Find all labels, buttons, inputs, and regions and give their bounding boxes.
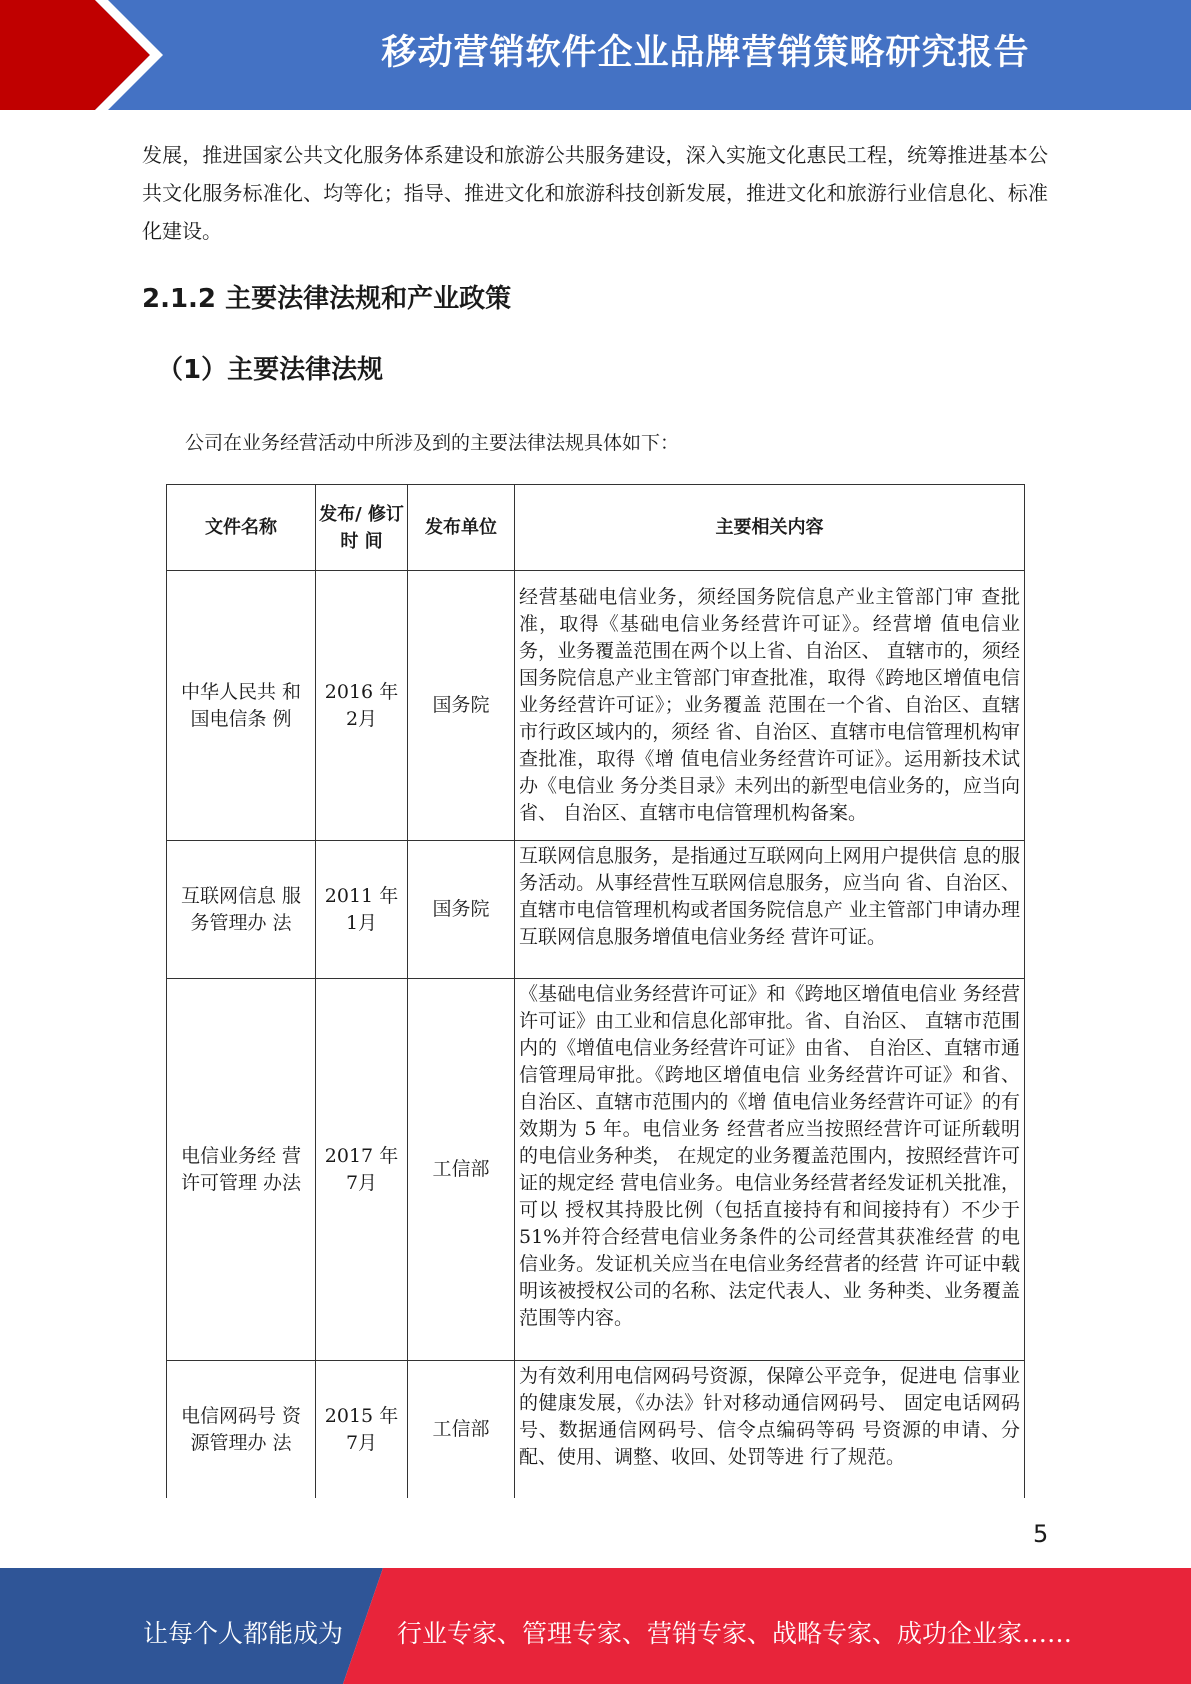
cell-date: 2017 年 7月 [316,979,408,1361]
cell-date: 2011 年 1月 [316,841,408,979]
page-header [0,0,1191,110]
page-number: 5 [1033,1520,1049,1548]
header-issuer: 发布单位 [408,485,515,571]
subsection-heading: （1）主要法律法规 [157,355,384,385]
footer-left-text: 让每个人都能成为 [143,1619,344,1648]
cell-date: 2016 年 2月 [316,571,408,841]
table-row [167,841,1025,979]
cell-name: 中华人民共 和国电信条 例 [167,571,316,841]
cell-issuer: 国务院 [408,841,515,979]
header-content: 主要相关内容 [515,485,1025,571]
header-file-name: 文件名称 [167,485,316,571]
regulations-table [166,484,1025,1498]
section-heading: 2.1.2 主要法律法规和产业政策 [142,284,512,314]
footer-right-text: 行业专家、管理专家、营销专家、战略专家、成功企业家…… [397,1619,1073,1648]
cell-name: 互联网信息 服务管理办 法 [167,841,316,979]
report-title: 移动营销软件企业品牌营销策略研究报告 [381,33,1030,73]
cell-name: 电信业务经 营许可管理 办法 [167,979,316,1361]
page-footer [0,1568,1191,1684]
cell-content: 经营基础电信业务，须经国务院信息产业主管部门审 查批准，取得《基础电信业务经营许可证》。经营增 值电信业务，业务覆盖范围在两个以上省、自治区、 直辖市的，须经国务院信息产业主管部门审查批准，取得《跨地区增值电信业务经营许可证》；业务覆盖 范围在一个省、自治区、直辖市行政区域内的，须经 省、自治区、直辖市电信管理机构审查批准，取得《增 值电信业务经营许可证》。运用新技术试办《电信业 务分类目录》未列出的新型电信业务的，应当向省、 自治区、直辖市电信管理机构备案。 [515,571,1025,841]
table-row [167,1361,1025,1499]
cell-content: 《基础电信业务经营许可证》和《跨地区增值电信业 务经营许可证》由工业和信息化部审批。省、自治区、 直辖市范围内的《增值电信业务经营许可证》由省、 自治区、直辖市通信管理局审批。《跨地区增值电信 业务经营许可证》和省、自治区、直辖市范围内的《增 值电信业务经营许可证》的有效期为 5 年。电信业务 经营者应当按照经营许可证所载明的电信业务种类， 在规定的业务覆盖范围内，按照经营许可证的规定经 营电信业务。电信业务经营者经发证机关批准，可以 授权其持股比例（包括直接持有和间接持有）不少于 51%并符合经营电信业务条件的公司经营其获准经营 的电信业务。发证机关应当在电信业务经营者的经营 许可证中载明该被授权公司的名称、法定代表人、业 务种类、业务覆盖范围等内容。 [515,979,1025,1361]
cell-name: 电信网码号 资源管理办 法 [167,1361,316,1499]
cell-date: 2015 年 7月 [316,1361,408,1499]
cell-issuer: 工信部 [408,1361,515,1499]
table-intro-text: 公司在业务经营活动中所涉及到的主要法律法规具体如下： [185,432,680,454]
table-row [167,979,1025,1361]
cell-content: 互联网信息服务，是指通过互联网向上网用户提供信 息的服务活动。从事经营性互联网信息服务，应当向 省、自治区、直辖市电信管理机构或者国务院信息产 业主管部门申请办理互联网信息服务增值电信业务经 营许可证。 [515,841,1025,979]
table-header-row [167,485,1025,571]
cell-issuer: 工信部 [408,979,515,1361]
header-arrow-decoration [0,0,220,110]
table-row [167,571,1025,841]
body-paragraph: 发展，推进国家公共文化服务体系建设和旅游公共服务建设，深入实施文化惠民工程，统筹推进基本公共文化服务标准化、均等化；指导、推进文化和旅游科技创新发展，推进文化和旅游行业信息化、标准化建设。 [142,143,1048,243]
cell-content: 为有效利用电信网码号资源，保障公平竞争，促进电 信事业的健康发展，《办法》针对移动通信网码号、 固定电话网码号、数据通信网码号、信令点编码等码 号资源的申请、分配、使用、调整、收回、处罚等进 行了规范。 [515,1361,1025,1499]
regulations-table-wrapper [166,484,1025,1498]
cell-issuer: 国务院 [408,571,515,841]
header-date: 发布/ 修订时 间 [316,485,408,571]
